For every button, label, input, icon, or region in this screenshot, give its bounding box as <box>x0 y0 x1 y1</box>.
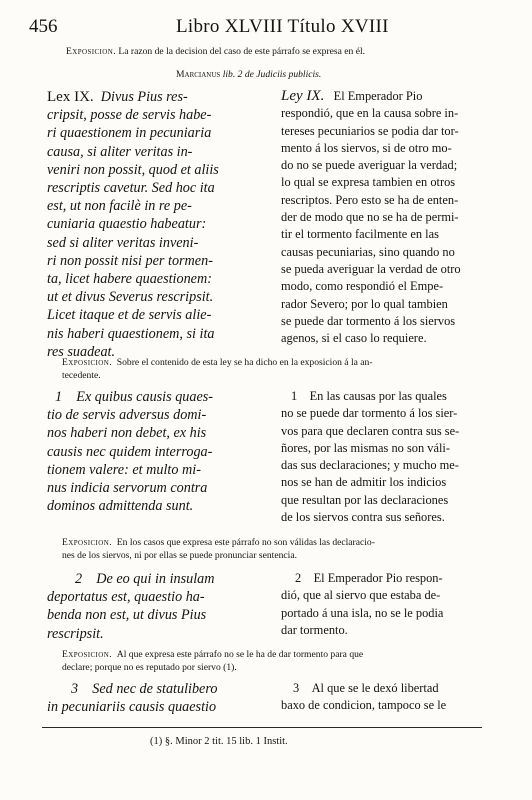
spanish-line: do no se puede averiguar la verdad; <box>281 158 458 173</box>
latin-line: veniri non possit, quod et aliis <box>47 161 219 178</box>
latin-line: Licet itaque et de servis alie- <box>47 307 212 324</box>
exposition-text: La razon de la decision del caso de este párrafo se expresa en él. <box>118 46 366 57</box>
latin-line: Divus Pius res- <box>100 89 188 105</box>
spanish-line: El Emperador Pio respon- <box>313 571 443 585</box>
spanish-line: ñores, por las mismas no son váli- <box>281 440 450 455</box>
spanish-line: se puede dar tormento á los siervos <box>281 313 456 328</box>
latin-line: cuniaria quaestio habeatur: <box>47 216 207 233</box>
latin-column-lex-ix <box>47 88 279 361</box>
exposition-3 <box>62 536 488 562</box>
exposition-line: En los casos que expresa este párrafo no son válidas las declaracio- <box>116 537 375 548</box>
latin-line: in pecuniariis causis quaestio <box>47 699 217 716</box>
spanish-line: rador Severo; por lo qual tambien <box>281 296 448 311</box>
exposition-line: Al que expresa este párrafo no se le ha de dar tormento para que <box>116 649 364 660</box>
latin-line: ut et divus Severus rescripsit. <box>47 289 214 306</box>
spanish-line: portado á una isla, no se le podia <box>281 605 444 620</box>
spanish-line: En las causas por las quales <box>309 389 447 403</box>
section-number: 1 <box>55 389 63 405</box>
latin-line: nos haberi non debet, ex his <box>47 425 207 442</box>
latin-line: benda non est, ut divus Pius <box>47 607 207 624</box>
spanish-line: baxo de condicion, tampoco se le <box>281 698 447 713</box>
section-number: 2 <box>75 571 83 587</box>
latin-line: dominos admittenda sunt. <box>47 498 194 515</box>
exposition-line: nes de los siervos, ni por ellas se puede pronunciar sentencia. <box>62 550 297 561</box>
spanish-column-ley-ix <box>281 88 486 347</box>
source-reference <box>176 69 321 80</box>
source-author: Marcianus <box>176 69 221 80</box>
latin-line: sed si aliter veritas inveni- <box>47 234 199 251</box>
latin-line: Sed nec de statulibero <box>92 681 218 697</box>
latin-line: De eo qui in insulam <box>96 571 215 587</box>
latin-column-section-2 <box>47 570 279 643</box>
spanish-line: causas pecuniarias, sino quando no <box>281 244 455 259</box>
spanish-line: El Emperador Pio <box>333 89 423 103</box>
page-number: 456 <box>29 16 58 37</box>
exposition-1 <box>66 45 486 58</box>
latin-line: nis haberi quaestionem, si ita <box>47 325 215 342</box>
exposition-label: Exposicion. <box>66 46 116 57</box>
spanish-line: tir el tormento facilmente en las <box>281 227 439 242</box>
exposition-2 <box>62 356 488 382</box>
latin-line: ta, licet habere quaestionem: <box>47 271 212 288</box>
latin-line: causa, si aliter veritas in- <box>47 143 193 160</box>
latin-line: deportatus est, quaestio ha- <box>47 589 205 606</box>
exposition-label: Exposicion. <box>62 649 112 660</box>
spanish-line: respondió, que en la causa sobre in- <box>281 106 459 121</box>
section-number: 1 <box>291 389 298 403</box>
spanish-line: mento á los siervos, si de otro mo- <box>281 140 452 155</box>
latin-line: rescriptis cavetur. Sed hoc ita <box>47 180 215 197</box>
spanish-column-section-2 <box>281 570 486 639</box>
latin-line: ri quaestionem in pecuniaria <box>47 125 212 142</box>
footnote: (1) §. Minor 2 tit. 15 lib. 1 Instit. <box>150 736 288 747</box>
spanish-line: vos para que declaren contra sus se- <box>281 423 460 438</box>
latin-line: tionem valere: et multo mi- <box>47 461 201 478</box>
spanish-line: Al que se le dexó libertad <box>311 681 439 695</box>
spanish-line: das sus declaraciones; y mucho me- <box>281 458 459 473</box>
latin-column-section-1 <box>47 388 279 515</box>
latin-line: tio de servis adversus domi- <box>47 407 207 424</box>
spanish-line: der de modo que no se ha de permi- <box>281 210 459 225</box>
spanish-line: nos se han de admitir los indicios <box>281 475 447 490</box>
latin-line: nus indicia servorum contra <box>47 480 208 497</box>
latin-line: res suadeat. <box>47 343 116 360</box>
spanish-line: se pueda averiguar la verdad de otro <box>281 261 461 276</box>
latin-line: causis nec quidem interroga- <box>47 443 213 460</box>
exposition-line: Sobre el contenido de esta ley se ha dicho en la exposicion á la an- <box>116 357 373 368</box>
footnote-rule <box>42 727 482 728</box>
spanish-column-section-1 <box>281 388 486 526</box>
spanish-line: agenos, si el caso lo requiere. <box>281 331 427 346</box>
spanish-line: rescriptos. Pero esto se ha de enten- <box>281 192 459 207</box>
spanish-line: no se puede dar tormento á los sier- <box>281 406 458 421</box>
spanish-line: modo, como respondió el Empe- <box>281 279 444 294</box>
exposition-label: Exposicion. <box>62 537 112 548</box>
ley-heading: Ley IX. <box>281 88 325 104</box>
spanish-column-section-3 <box>281 680 486 715</box>
exposition-label: Exposicion. <box>62 357 112 368</box>
latin-line: est, ut non facilè in re pe- <box>47 198 192 215</box>
exposition-4 <box>62 648 488 674</box>
running-head: Libro XLVIII Título XVIII <box>176 16 389 37</box>
exposition-line: tecedente. <box>62 370 101 381</box>
spanish-line: que resultan por las declaraciones <box>281 492 449 507</box>
exposition-line: declare; porque no es reputado por siervo (1). <box>62 662 237 673</box>
spanish-line: dió, que al siervo que estaba de- <box>281 588 441 603</box>
section-number: 2 <box>295 571 302 585</box>
spanish-line: lo qual se expresa tambien en otros <box>281 175 456 190</box>
section-number: 3 <box>71 681 79 697</box>
source-text: lib. 2 de Judiciis publicis. <box>220 69 322 80</box>
section-number: 3 <box>293 681 300 695</box>
spanish-line: dar tormento. <box>281 622 348 637</box>
spanish-line: de los siervos contra sus señores. <box>281 510 445 525</box>
latin-line: rescripsit. <box>47 625 104 642</box>
latin-column-section-3 <box>47 680 279 716</box>
spanish-line: tereses pecuniarios se podia dar tor- <box>281 123 459 138</box>
latin-line: ri non possit nisi per tormen- <box>47 252 213 269</box>
latin-line: cripsit, posse de servis habe- <box>47 107 212 124</box>
lex-heading: Lex IX. <box>47 89 94 105</box>
latin-line: Ex quibus causis quaes- <box>76 389 214 405</box>
